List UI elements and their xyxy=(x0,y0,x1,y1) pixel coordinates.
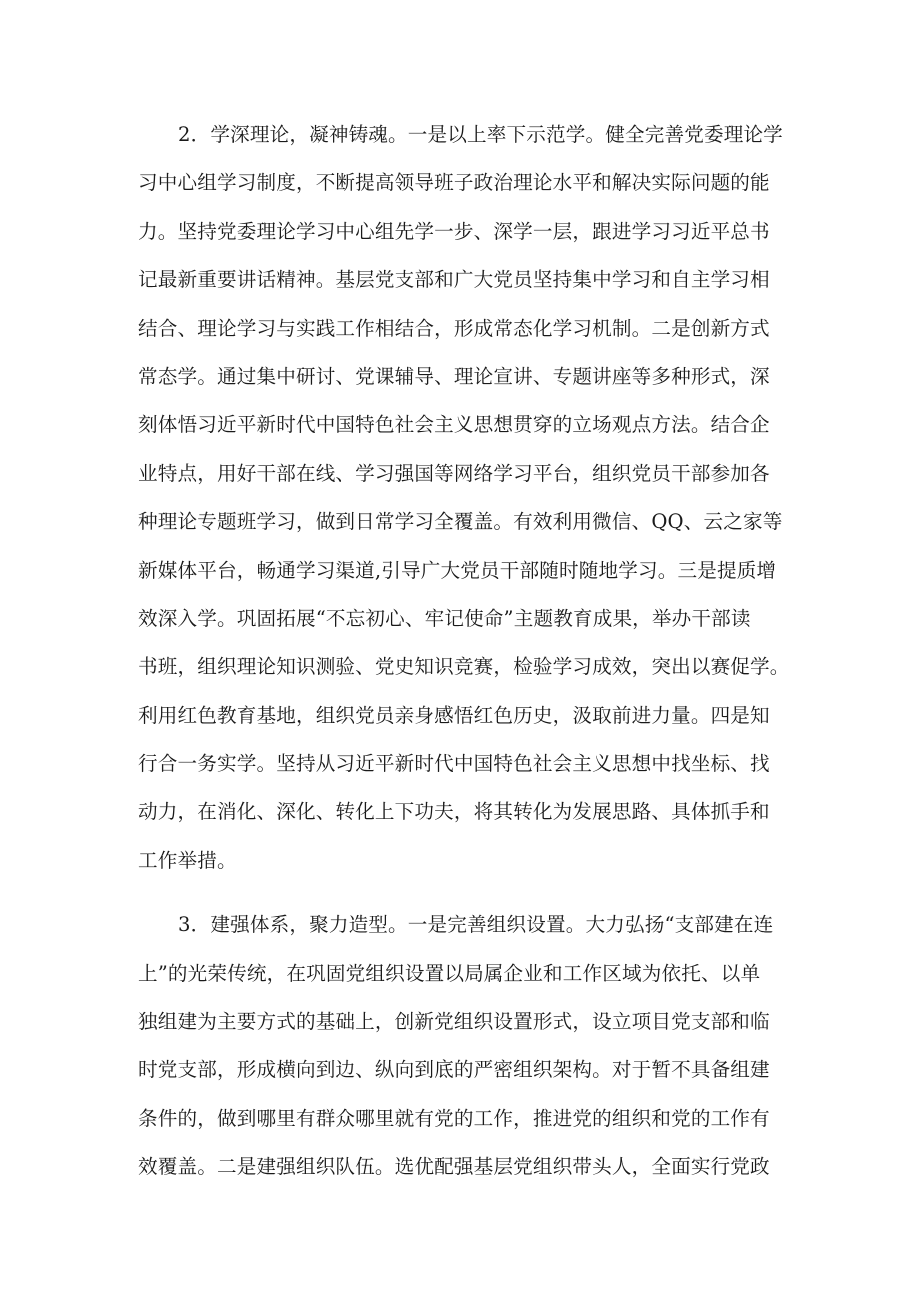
text-line: 记最新重要讲话精神。基层党支部和广大党员坚持集中学习和自主学习相 xyxy=(138,268,770,292)
paragraph-spacer xyxy=(138,885,788,901)
text-line: 种理论专题班学习，做到日常学习全覆盖。有效利用微信、QQ、云之家等 xyxy=(138,510,783,534)
text-line: 业特点，用好干部在线、学习强国等网络学习平台，组织党员干部参加各 xyxy=(138,461,770,485)
text-line: 习中心组学习制度，不断提高领导班子政治理论水平和解决实际问题的能 xyxy=(138,171,770,195)
text-line: 行合一务实学。坚持从习近平新时代中国特色社会主义思想中找坐标、找 xyxy=(138,752,770,776)
text-line: 3．建强体系，聚力造型。一是完善组织设置。大力弘扬“支部建在连 xyxy=(178,913,774,937)
paragraph-3-organization-system xyxy=(138,901,788,1191)
paragraph-2-theory-study xyxy=(138,111,788,885)
text-line: 时党支部，形成横向到边、纵向到底的严密组织架构。对于暂不具备组建 xyxy=(138,1058,770,1082)
text-line: 2．学深理论，凝神铸魂。一是以上率下示范学。健全完善党委理论学 xyxy=(178,123,783,146)
text-line: 工作举措。 xyxy=(138,848,237,872)
text-line: 书班，组织理论知识测验、党史知识竞赛，检验学习成效，突出以赛促学。 xyxy=(138,655,790,679)
text-line: 常态学。通过集中研讨、党课辅导、理论宣讲、专题讲座等多种形式，深 xyxy=(138,364,770,388)
text-line: 效深入学。巩固拓展“不忘初心、牢记使命”主题教育成果，举办干部读 xyxy=(138,606,751,630)
text-line: 动力，在消化、深化、转化上下功夫，将其转化为发展思路、具体抓手和 xyxy=(138,800,770,824)
text-line: 利用红色教育基地，组织党员亲身感悟红色历史，汲取前进力量。四是知 xyxy=(138,703,770,727)
text-line: 新媒体平台，畅通学习渠道,引导广大党员干部随时随地学习。三是提质增 xyxy=(138,558,777,582)
text-line: 上”的光荣传统，在巩固党组织设置以局属企业和工作区域为依托、以单 xyxy=(138,961,761,985)
text-line: 刻体悟习近平新时代中国特色社会主义思想贯穿的立场观点方法。结合企 xyxy=(138,413,770,437)
text-line: 力。坚持党委理论学习中心组先学一步、深学一层，跟进学习习近平总书 xyxy=(138,219,770,243)
text-line: 效覆盖。二是建强组织队伍。选优配强基层党组织带头人，全面实行党政 xyxy=(138,1155,770,1179)
text-line: 结合、理论学习与实践工作相结合，形成常态化学习机制。二是创新方式 xyxy=(138,316,770,340)
text-line: 条件的，做到哪里有群众哪里就有党的工作，推进党的组织和党的工作有 xyxy=(138,1106,770,1130)
document-body xyxy=(138,111,788,1192)
text-line: 独组建为主要方式的基础上，创新党组织设置形式，设立项目党支部和临 xyxy=(138,1010,770,1034)
